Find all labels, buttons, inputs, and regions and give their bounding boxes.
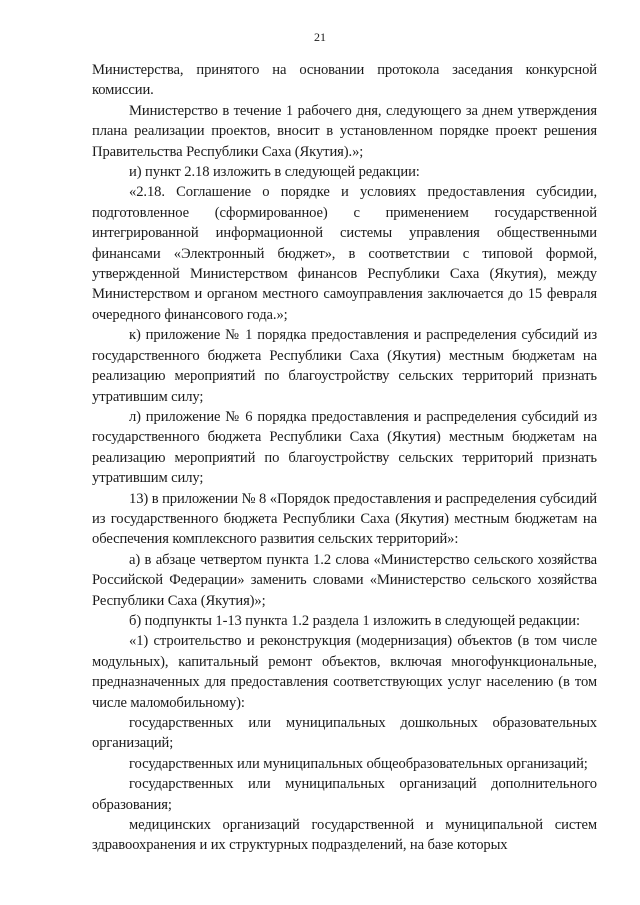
paragraph: б) подпункты 1-13 пункта 1.2 раздела 1 изложить в следующей редакции: xyxy=(129,612,580,629)
paragraph: «2.18. Соглашение о порядке и условиях предоставления субсидии, подготовленное (сформированное) с применением государственной интегрированной информационной системы управления общественными финансами «Электронный бюджет», в соответствии с типовой формой, утвержденной Министерством финансов Республики Саха (Якутия), между Министерством и органом местного самоуправления заключается до 15 февраля очередного финансового года.»; xyxy=(92,184,597,323)
paragraph: л) приложение № 6 порядка предоставления и распределения субсидий из государственного бюджета Республики Саха (Якутия) местным бюджетам на реализацию мероприятий по благоустройству сельских территорий признать утратившим силу; xyxy=(92,408,597,487)
paragraph: а) в абзаце четвертом пункта 1.2 слова «Министерство сельского хозяйства Российской Федерации» заменить словами «Министерство сельского хозяйства Республики Саха (Якутия)»; xyxy=(92,551,597,609)
paragraph: «1) строительство и реконструкция (модернизация) объектов (в том числе модульных), капитальный ремонт объектов, включая многофункциональные, предназначенных для предоставления соответствующих услуг населению (в том числе маломобильному): xyxy=(92,633,597,711)
paragraph: Министерства, принятого на основании протокола заседания конкурсной комиссии. xyxy=(92,62,597,99)
paragraph: 13) в приложении № 8 «Порядок предоставления и распределения субсидий из государственного бюджета Республики Саха (Якутия) местным бюджетам на обеспечения комплексного развития сельских территорий»: xyxy=(92,490,597,548)
paragraph: государственных или муниципальных дошкольных образовательных организаций; xyxy=(92,715,597,752)
document-body xyxy=(92,60,597,856)
paragraph: государственных или муниципальных общеобразовательных организаций; xyxy=(129,755,588,772)
paragraph: медицинских организаций государственной и муниципальной систем здравоохранения и их структурных подразделений, на базе которых xyxy=(92,817,597,854)
paragraph: и) пункт 2.18 изложить в следующей редакции: xyxy=(129,164,420,181)
paragraph: к) приложение № 1 порядка предоставления и распределения субсидий из государственного бюджета Республики Саха (Якутия) местным бюджетам на реализацию мероприятий по благоустройству сельских территорий признать утратившим силу; xyxy=(92,327,597,405)
paragraph: государственных или муниципальных организаций дополнительного образования; xyxy=(92,776,597,813)
paragraph: Министерство в течение 1 рабочего дня, следующего за днем утверждения плана реализации проектов, вносит в установленном порядке проект решения Правительства Республики Саха (Якутия).»; xyxy=(92,102,597,160)
page-number: 21 xyxy=(314,30,326,44)
